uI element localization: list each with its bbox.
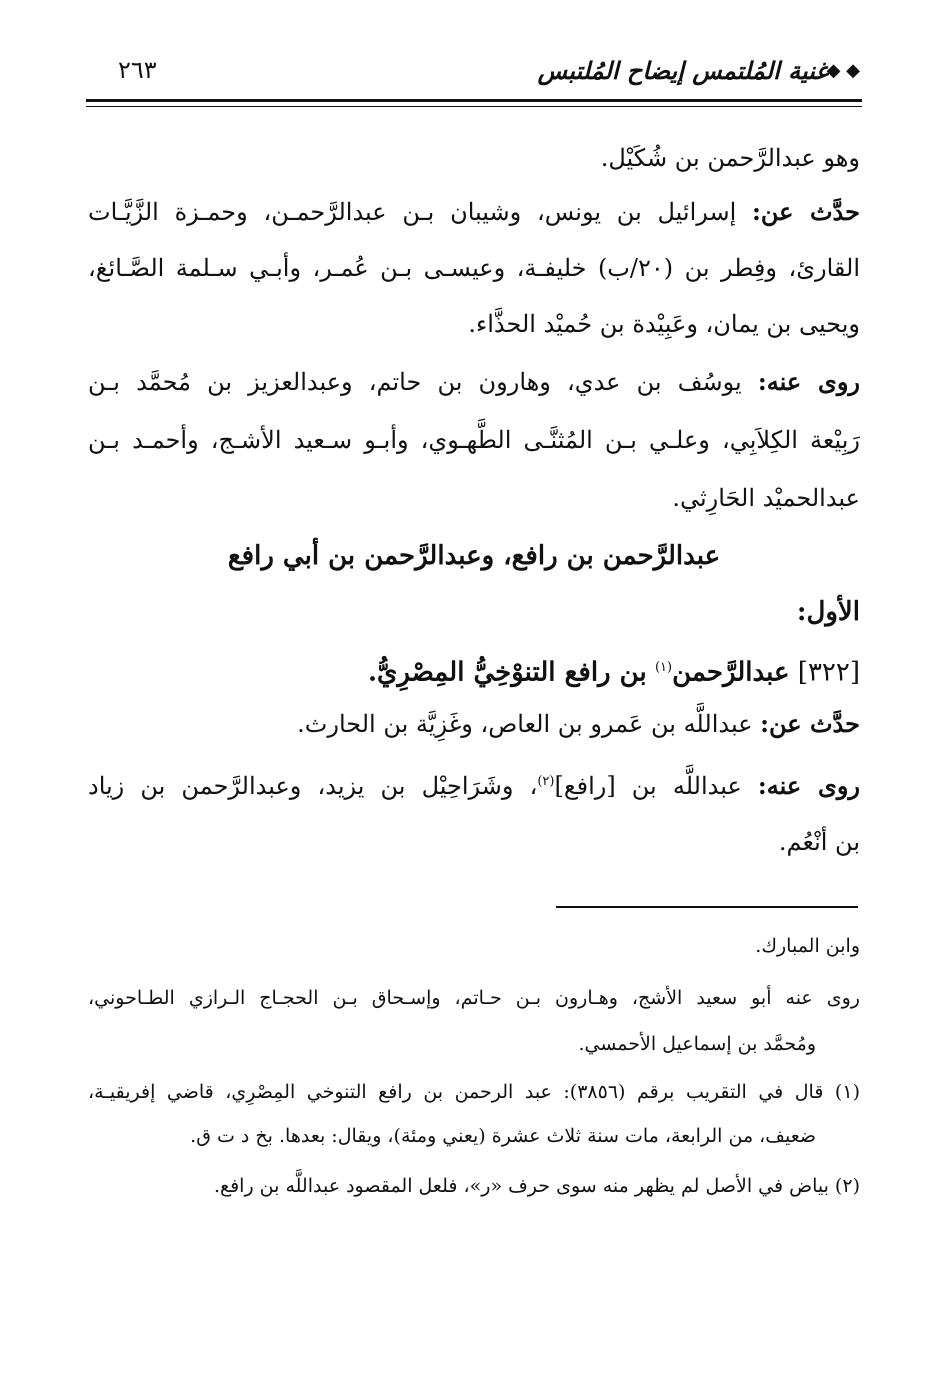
body-line-5: [88, 362, 860, 402]
narrated-by-label: روى عنه:: [757, 771, 860, 800]
body-text: رَبِيْعة الكِلاَبِي، وعلـي بـن المُثنَّـى الطَّهـوي، وأبـو سـعيد الأشـج، وأحمـد بـن: [88, 426, 860, 454]
body-text: ، وشَرَاحِيْل بن يزيد، وعبدالرَّحمن بن زياد: [88, 772, 538, 800]
body-text: إسرائيل بن يونس، وشيبان بـن عبدالرَّحمـن، وحمـزة الزَّيَّـات: [88, 198, 737, 226]
body-text: بن أنْعُم.: [778, 828, 860, 856]
narrated-from-label: حدَّث عن:: [752, 197, 860, 226]
footnote-2: (٢) بياض في الأصل لم يظهر منه سوى حرف «ر»، فلعل المقصود عبداللَّه بن رافع.: [213, 1175, 860, 1197]
entry-name-rest: بن رافع التنوْخِيُّ المِصْرِيُّ.: [367, 657, 647, 688]
header-rule-thin: [86, 106, 862, 107]
footnote-line-1: وابن المبارك.: [755, 935, 860, 957]
footnote-1-line-2: ضعيف، من الرابعة، مات سنة ثلاث عشرة (يعني ومئة)، ويقال: بعدها. بخ د ت ق.: [190, 1125, 816, 1147]
body-line-3: [88, 248, 860, 288]
header-ornament: ◆ ◆: [826, 60, 860, 81]
footnote-ref-2: (٢): [537, 774, 555, 789]
body-line-4: [88, 304, 860, 344]
footnote-line-2: روى عنه أبو سعيد الأشج، وهـارون بـن حـاتم، وإسـحاق بـن الحجـاج الـرازي الطـاحوني،: [88, 987, 860, 1009]
entry-number: [٣٢٢]: [797, 657, 860, 688]
section-heading: عبدالرَّحمن بن رافع، وعبدالرَّحمن بن أبي رافع: [227, 541, 721, 571]
body-line-10: [88, 704, 860, 744]
page-number: ٢٦٣: [118, 56, 157, 84]
running-header-title: غنية المُلتمس إيضاح المُلتبس: [537, 56, 828, 85]
footnote-ref-1: (١): [654, 660, 673, 675]
narrated-from-label: حدَّث عن:: [760, 709, 860, 738]
header-rule-thick: [86, 99, 862, 102]
body-text: القارئ، وفِطر بن (٢٠/ب) خليفـة، وعيسـى بـن عُمـر، وأبـي سـلمة الصَّـائغ،: [88, 254, 860, 282]
body-line-1: [88, 138, 860, 178]
body-line-11: [88, 762, 860, 806]
first-label: الأول:: [796, 597, 860, 627]
narrated-by-label: روى عنه:: [757, 367, 861, 396]
body-text: ويحيى بن يمان، وعَبِيْدة بن حُميْد الحذَّاء.: [468, 310, 860, 338]
body-line-2: [88, 192, 860, 232]
body-line-12: [88, 822, 860, 862]
footnote-separator: [556, 906, 858, 908]
entry-title: [88, 648, 860, 693]
body-line-6: [88, 420, 860, 460]
entry-name: عبدالرَّحمن: [672, 657, 790, 688]
body-text: عبداللَّه بن عَمرو بن العاص، وغَزِيَّة بن الحارث.: [297, 710, 753, 738]
body-text: عبداللَّه بن [رافع]: [554, 772, 742, 800]
body-line-7: [88, 478, 860, 518]
body-text: عبدالحميْد الحَارِثي.: [672, 484, 860, 512]
footnote-1-line-1: (١) قال في التقريب برقم (٣٨٥٦): عبد الرحمن بن رافع التنوخي المِصْرِي، قاضي إفريقيـة،: [88, 1081, 860, 1103]
body-text: وهو عبدالرَّحمن بن شُكَيْل.: [600, 144, 860, 172]
body-text: يوسُف بن عدي، وهارون بن حاتم، وعبدالعزيز بن مُحمَّد بـن: [88, 368, 742, 396]
footnote-line-3: ومُحمَّد بن إسماعيل الأحمسي.: [578, 1033, 816, 1055]
